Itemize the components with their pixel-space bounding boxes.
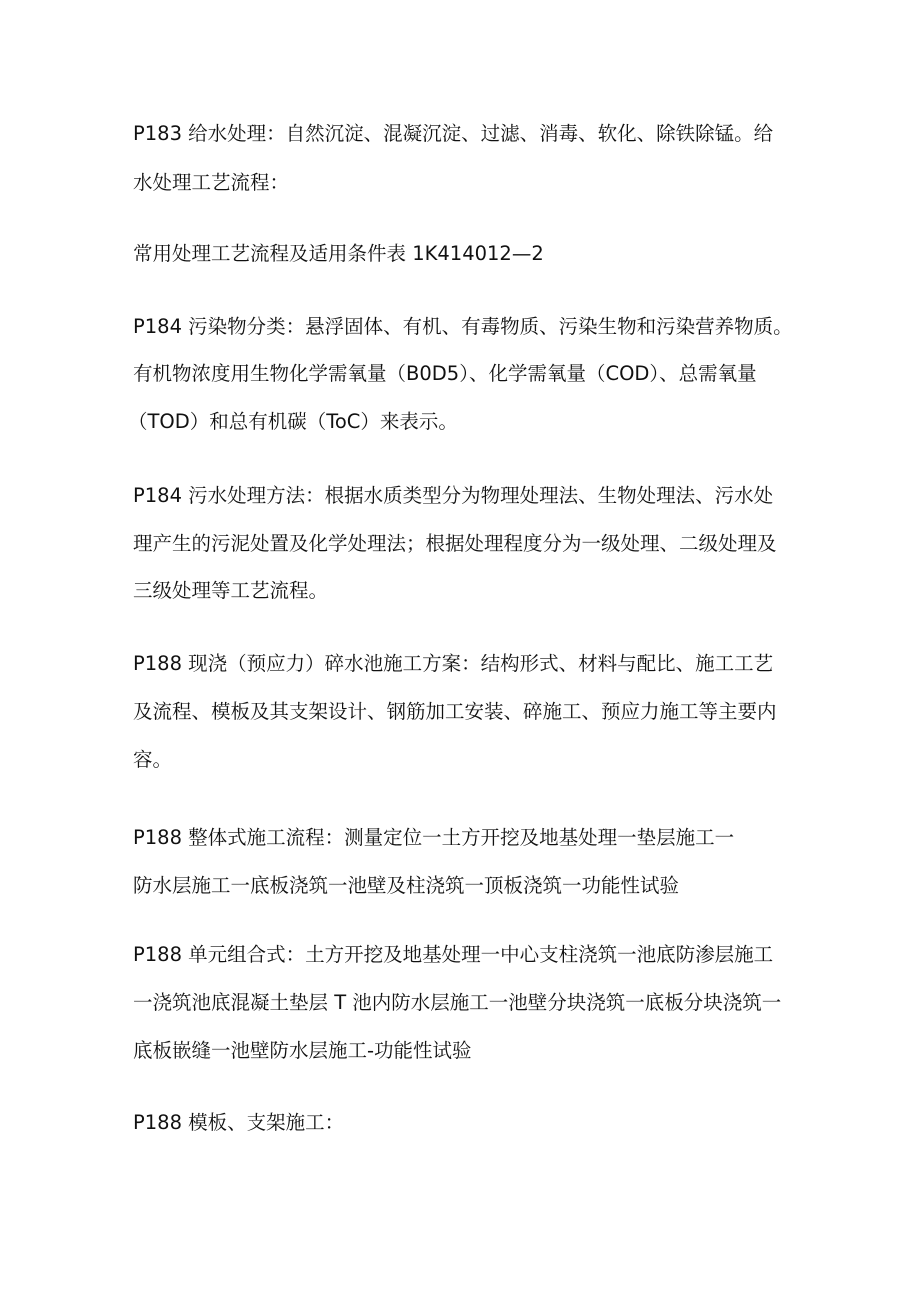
paragraph-p188-plan-line-2: 及流程、模板及其支架设计、钢筋加工安装、碎施工、预应力施工等主要内 bbox=[133, 700, 777, 723]
paragraph-p188-integral-line-2: 防水层施工一底板浇筑一池壁及柱浇筑一顶板浇筑一功能性试验 bbox=[133, 874, 680, 897]
table-caption: 常用处理工艺流程及适用条件表 1K414012—2 bbox=[133, 242, 544, 265]
paragraph-p188-unit-line-3: 底板嵌缝一池壁防水层施工-功能性试验 bbox=[133, 1039, 472, 1062]
paragraph-p184-pollutants-line-2: 有机物浓度用生物化学需氧量（B0D5）、化学需氧量（COD）、总需氧量 bbox=[133, 362, 757, 385]
paragraph-p184-treatment-line-3: 三级处理等工艺流程。 bbox=[133, 579, 329, 602]
paragraph-p188-unit-line-1: P188 单元组合式：土方开挖及地基处理一中心支柱浇筑一池底防渗层施工 bbox=[133, 943, 774, 966]
paragraph-p183-line-2: 水处理工艺流程： bbox=[133, 171, 290, 194]
paragraph-p184-pollutants-line-3: （TOD）和总有机碳（ToC）来表示。 bbox=[128, 410, 458, 433]
paragraph-p188-plan-line-1: P188 现浇（预应力）碎水池施工方案：结构形式、材料与配比、施工工艺 bbox=[133, 652, 774, 675]
paragraph-p188-plan-line-3: 容。 bbox=[133, 748, 173, 771]
paragraph-p188-unit-line-2: 一浇筑池底混凝土垫层 T 池内防水层施工一池壁分块浇筑一底板分块浇筑一 bbox=[133, 991, 782, 1014]
paragraph-p184-treatment-line-1: P184 污水处理方法：根据水质类型分为物理处理法、生物处理法、污水处 bbox=[133, 484, 774, 507]
paragraph-p188-integral-line-1: P188 整体式施工流程：测量定位一土方开挖及地基处理一垫层施工一 bbox=[133, 826, 735, 849]
paragraph-p184-pollutants-line-1: P184 污染物分类：悬浮固体、有机、有毒物质、污染生物和污染营养物质。 bbox=[133, 315, 793, 338]
paragraph-p188-formwork: P188 模板、支架施工： bbox=[133, 1111, 345, 1134]
paragraph-p183-line-1: P183 给水处理：自然沉淀、混凝沉淀、过滤、消毒、软化、除铁除锰。给 bbox=[133, 122, 774, 145]
paragraph-p184-treatment-line-2: 理产生的污泥处置及化学处理法；根据处理程度分为一级处理、二级处理及 bbox=[133, 532, 777, 555]
